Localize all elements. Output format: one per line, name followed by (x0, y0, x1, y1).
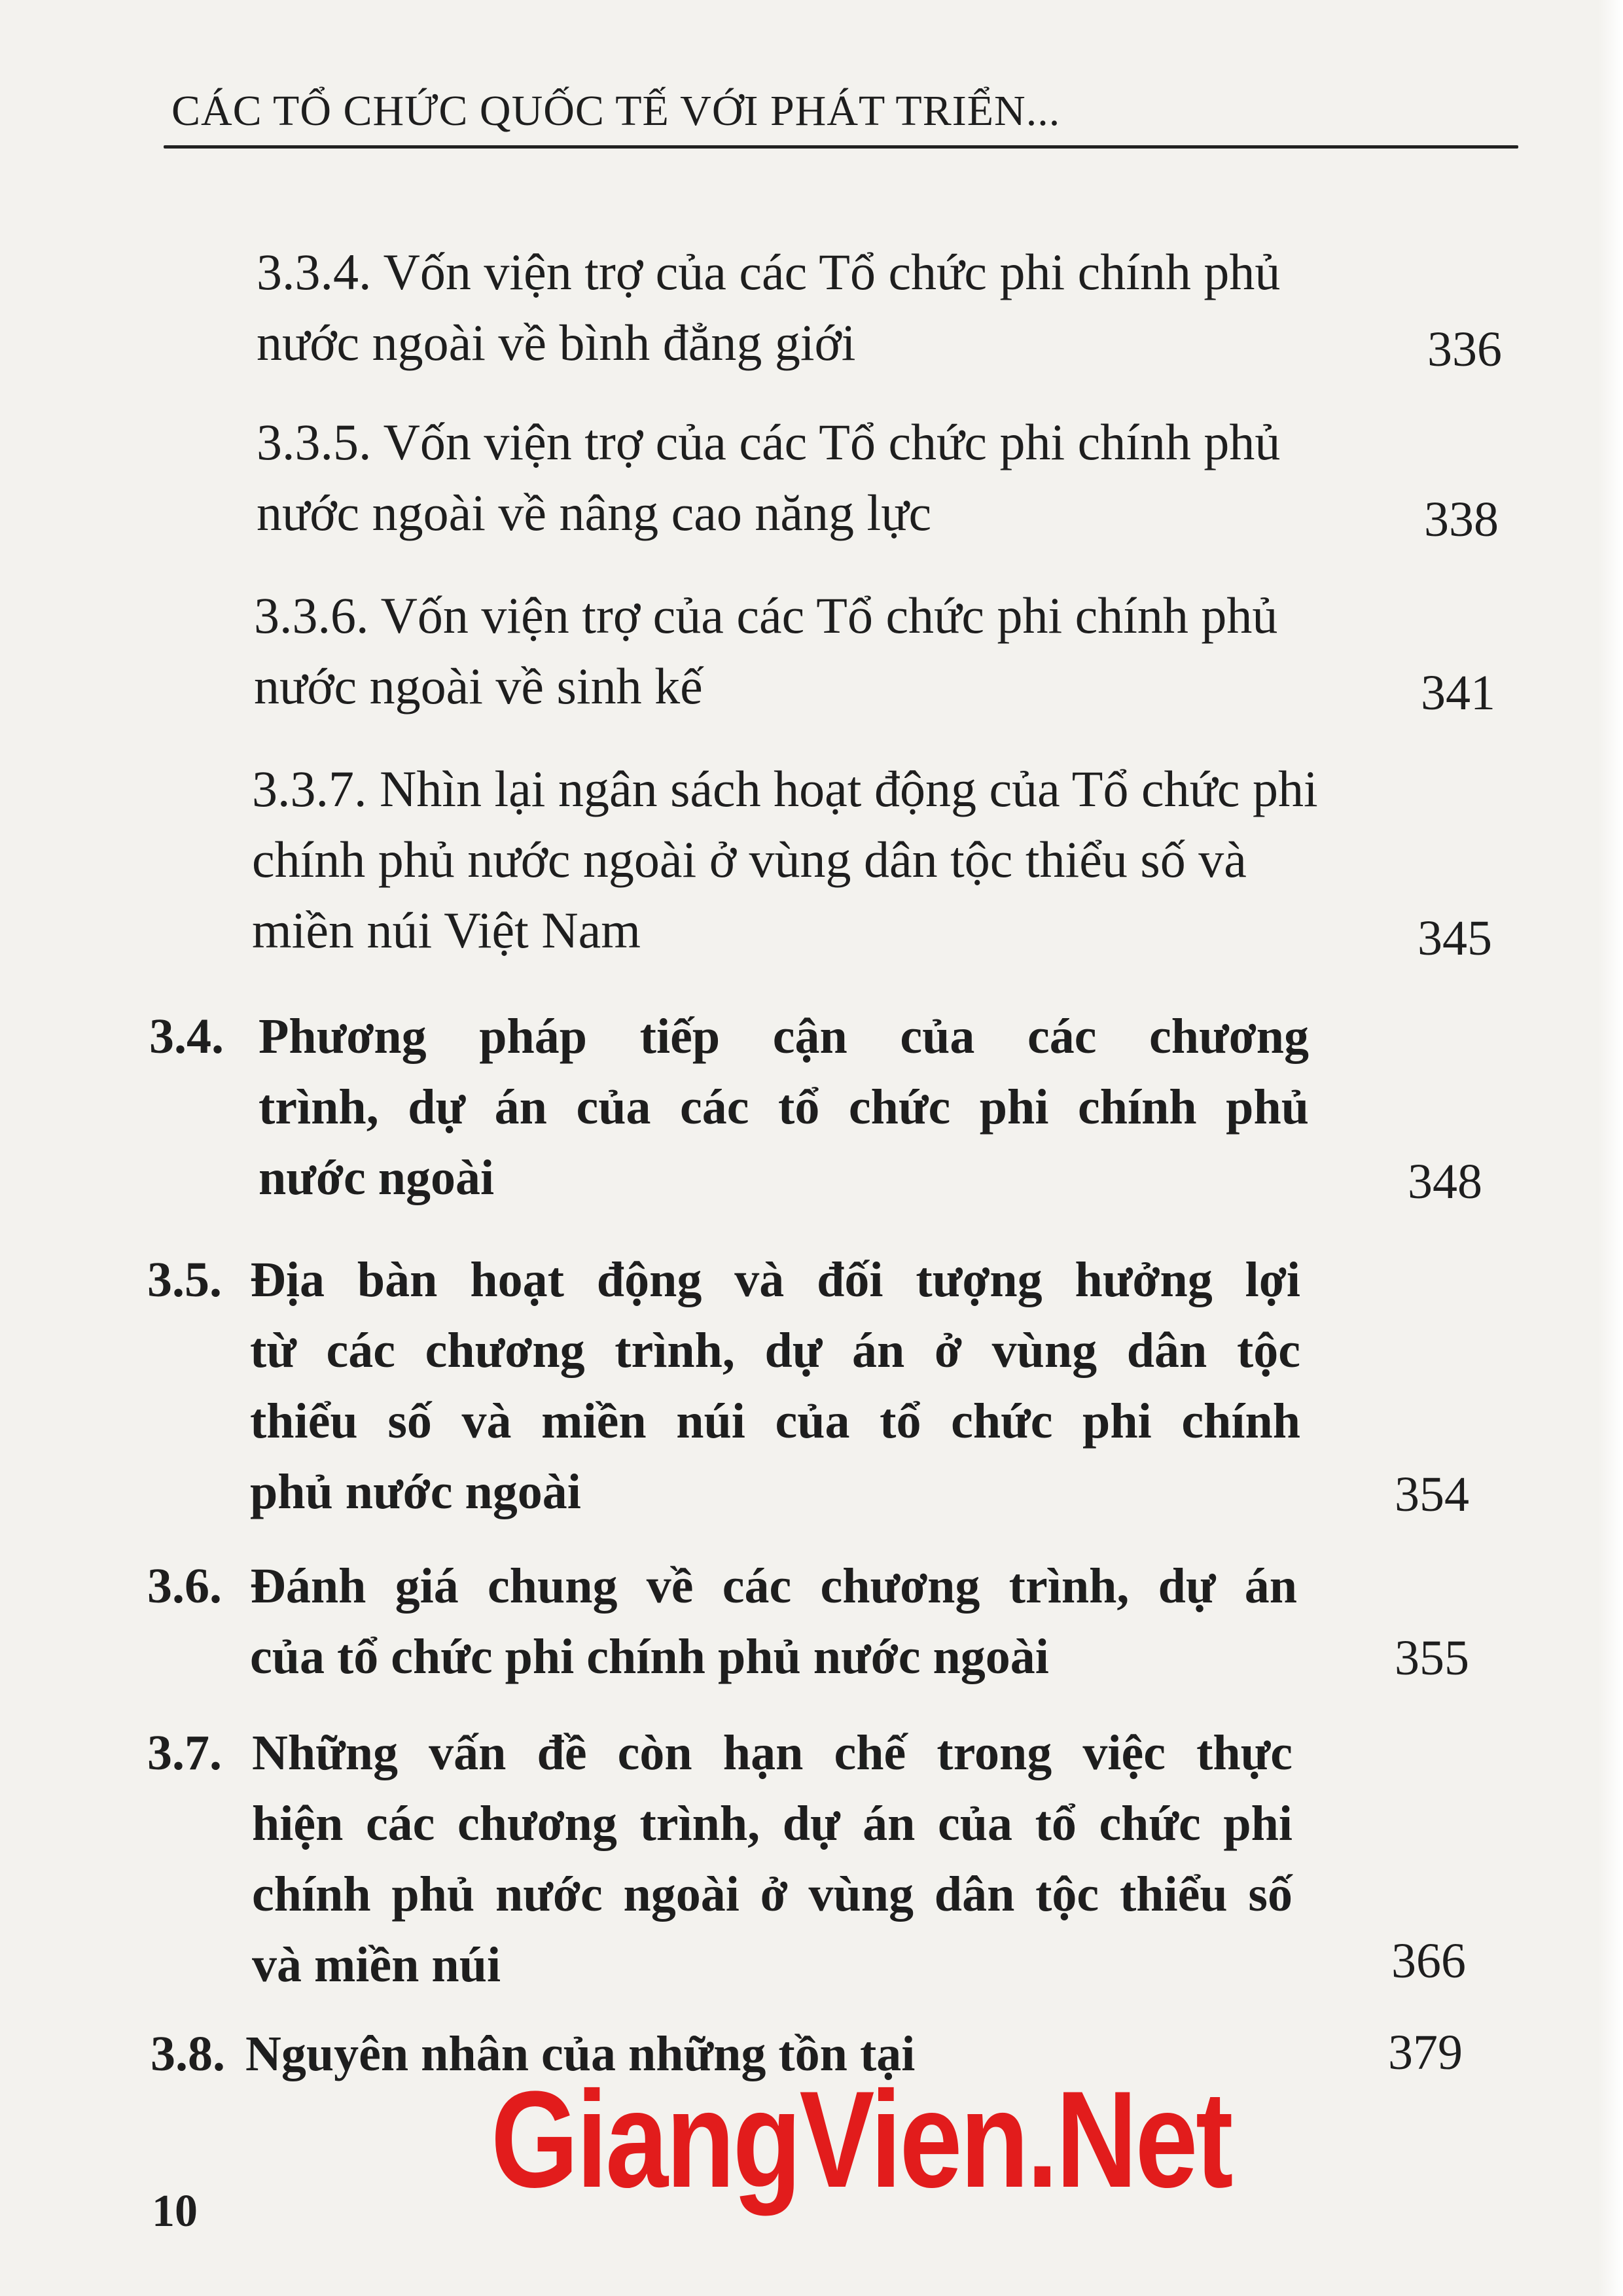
toc-line: 3.3.5. Vốn viện trợ của các Tổ chức phi chính phủ (257, 414, 1281, 470)
toc-page-3-3-6: 341 (1421, 665, 1495, 720)
page-edge (1598, 0, 1623, 2296)
toc-line: Những vấn đề còn hạn chế trong việc thực (252, 1725, 1293, 1780)
toc-line: Nguyên nhân của những tồn tại (245, 2026, 916, 2081)
toc-entry-3-3-5 (257, 407, 1280, 548)
toc-line: và miền núi (252, 1937, 501, 1992)
toc-page-3-3-4: 336 (1427, 322, 1502, 377)
toc-line: nước ngoài về bình đẳng giới (257, 314, 856, 371)
toc-page-3-4: 348 (1408, 1154, 1482, 1209)
toc-page-3-7: 366 (1391, 1934, 1466, 1988)
toc-line: nước ngoài (259, 1150, 495, 1205)
page-number: 10 (152, 2186, 198, 2236)
toc-number-3-4: 3.4. (149, 1009, 224, 1064)
toc-line: từ các chương trình, dự án ở vùng dân tộc (250, 1323, 1300, 1378)
toc-line: trình, dự án của các tổ chức phi chính phủ (259, 1080, 1309, 1135)
toc-page-3-6: 355 (1395, 1631, 1469, 1686)
toc-line: Đánh giá chung về các chương trình, dự án (250, 1559, 1297, 1614)
toc-line: của tổ chức phi chính phủ nước ngoài (250, 1629, 1049, 1684)
toc-entry-3-3-4 (257, 237, 1280, 378)
toc-entry-3-6 (250, 1551, 1297, 1692)
toc-number-3-6: 3.6. (147, 1559, 222, 1614)
toc-line: 3.3.4. Vốn viện trợ của các Tổ chức phi chính phủ (257, 243, 1281, 300)
toc-entry-3-5 (250, 1245, 1300, 1527)
toc-line: chính phủ nước ngoài ở vùng dân tộc thiểu số và (252, 831, 1247, 888)
toc-page-3-3-7: 345 (1418, 911, 1492, 966)
toc-line: 3.3.7. Nhìn lại ngân sách hoạt động của Tổ chức phi (252, 760, 1318, 817)
toc-line: Phương pháp tiếp cận của các chương (259, 1009, 1309, 1064)
toc-page-3-5: 354 (1395, 1467, 1469, 1522)
running-header: CÁC TỔ CHỨC QUỐC TẾ VỚI PHÁT TRIỂN... (171, 87, 1061, 135)
toc-page-3-3-5: 338 (1424, 492, 1499, 547)
toc-line: Địa bàn hoạt động và đối tượng hưởng lợi (250, 1252, 1300, 1307)
toc-number-3-5: 3.5. (147, 1252, 222, 1307)
toc-line: chính phủ nước ngoài ở vùng dân tộc thiểu số (252, 1867, 1293, 1922)
watermark-logo: GiangVien.Net (491, 2062, 1232, 2216)
toc-line: 3.3.6. Vốn viện trợ của các Tổ chức phi chính phủ (254, 587, 1278, 644)
toc-number-3-8: 3.8. (151, 2026, 225, 2081)
toc-line: hiện các chương trình, dự án của tổ chức phi (252, 1796, 1293, 1851)
toc-line: nước ngoài về sinh kế (254, 658, 703, 715)
toc-line: thiểu số và miền núi của tổ chức phi chính (250, 1394, 1300, 1449)
header-rule (164, 145, 1518, 149)
toc-line: nước ngoài về nâng cao năng lực (257, 484, 932, 541)
toc-entry-3-3-7 (252, 754, 1318, 966)
toc-number-3-7: 3.7. (147, 1725, 222, 1780)
toc-line: phủ nước ngoài (250, 1464, 581, 1519)
toc-entry-3-7 (252, 1718, 1293, 2000)
toc-page-3-8: 379 (1388, 2025, 1463, 2080)
toc-entry-3-4 (259, 1001, 1309, 1213)
toc-line: miền núi Việt Nam (252, 902, 641, 959)
toc-entry-3-3-6 (254, 580, 1277, 722)
